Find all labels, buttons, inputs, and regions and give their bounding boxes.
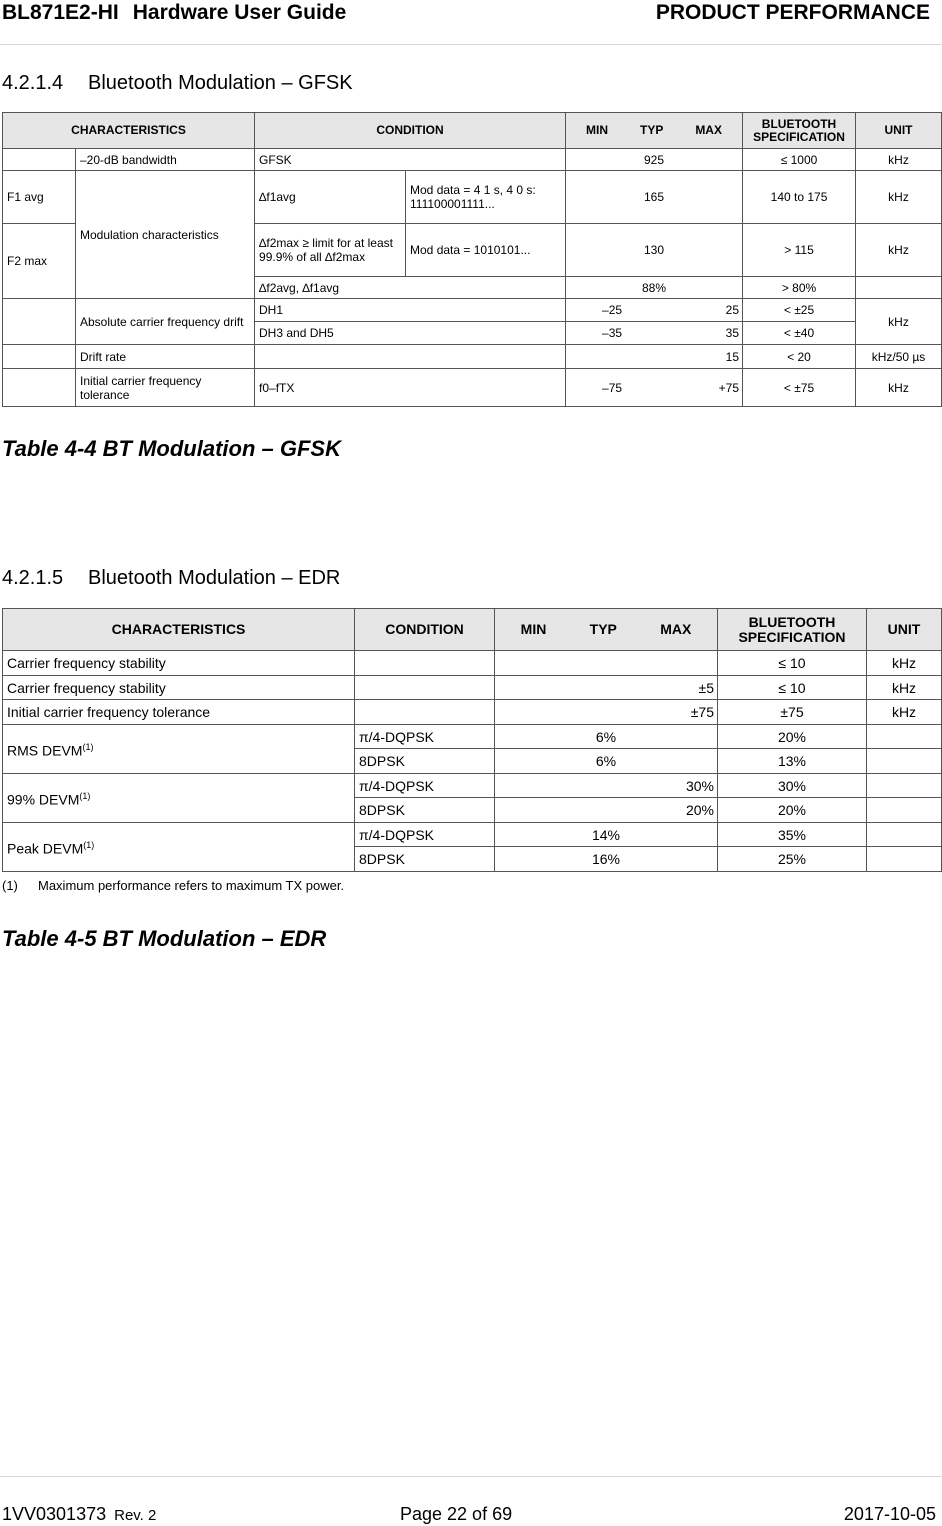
param-label: 99% DEVM [7, 791, 80, 808]
spec-cell: > 115 [743, 224, 856, 277]
spec-cell: > 80% [743, 277, 856, 299]
param-cell: Initial carrier frequency tolerance [3, 700, 355, 725]
table-footnote [2, 878, 344, 893]
section-heading-gfsk [2, 72, 353, 95]
value-cell [566, 149, 743, 171]
spec-cell: ≤ 10 [718, 676, 867, 700]
col-characteristics: CHARACTERISTICS [3, 113, 255, 149]
max-value: ±75 [690, 704, 714, 720]
condition-cell: GFSK [255, 149, 566, 171]
table-row [3, 725, 942, 749]
table-row [3, 774, 942, 798]
spec-cell: 140 to 175 [743, 171, 856, 224]
footnote-ref: (1) [79, 791, 91, 802]
col-condition: CONDITION [355, 609, 495, 651]
value-cell [495, 676, 718, 700]
col-max: MAX [695, 123, 722, 137]
col-min: MIN [586, 123, 608, 137]
col-spec: BLUETOOTH SPECIFICATION [718, 609, 867, 651]
unit-cell: kHz [867, 651, 942, 676]
unit-cell: kHz/50 µs [856, 345, 942, 369]
spec-cell: 13% [718, 749, 867, 774]
col-unit: UNIT [867, 609, 942, 651]
unit-cell: kHz [856, 369, 942, 407]
table-header-row [3, 113, 942, 149]
footer-date: 2017-10-05 [843, 1504, 936, 1524]
condition-cell: ∆f2avg, ∆f1avg [255, 277, 566, 299]
param-cell: Carrier frequency stability [3, 651, 355, 676]
typ-value: 130 [644, 243, 665, 257]
value-cell [566, 171, 743, 224]
doc-id: BL871E2-HI [2, 1, 119, 24]
table-caption-gfsk: Table 4-4 BT Modulation – GFSK [2, 436, 341, 461]
table-row [3, 345, 942, 369]
condition-cell: DH3 and DH5 [255, 322, 566, 345]
spec-cell: 30% [718, 774, 867, 798]
spec-cell: < 20 [743, 345, 856, 369]
table-row [3, 700, 942, 725]
condition-cell: π/4-DQPSK [355, 823, 495, 847]
col-min-typ-max [566, 113, 743, 149]
condition-cell: ∆f1avg [255, 171, 406, 224]
unit-cell: kHz [856, 299, 942, 345]
section-title-text: Bluetooth Modulation – EDR [88, 567, 341, 589]
table-row [3, 651, 942, 676]
typ-value: 16% [591, 851, 621, 867]
min-value: –75 [602, 380, 623, 395]
value-cell [495, 749, 718, 774]
table-row [3, 149, 942, 171]
unit-cell: kHz [867, 676, 942, 700]
col-unit: UNIT [856, 113, 942, 149]
condition-cell: 8DPSK [355, 847, 495, 872]
param-cell: –20-dB bandwidth [76, 149, 255, 171]
condition-cell: π/4-DQPSK [355, 774, 495, 798]
page-number: Page 22 of 69 [400, 1504, 513, 1524]
value-cell [566, 345, 743, 369]
param-label: RMS DEVM [7, 742, 83, 759]
unit-cell: kHz [856, 224, 942, 277]
section-number: 4.2.1.5 [2, 567, 64, 589]
param-cell [3, 774, 355, 823]
value-cell [495, 823, 718, 847]
param-cell: Initial carrier frequency tolerance [76, 369, 255, 407]
param-cell [3, 725, 355, 774]
footnote-ref: (1) [83, 840, 95, 851]
condition-cell: 8DPSK [355, 749, 495, 774]
typ-value: 88% [642, 280, 667, 295]
value-cell [566, 299, 743, 322]
param-label: Peak DEVM [7, 840, 84, 857]
col-spec: BLUETOOTH SPECIFICATION [743, 113, 856, 149]
typ-value: 6% [595, 753, 617, 769]
header-divider [0, 44, 942, 45]
mod-data-cell: Mod data = 1010101... [406, 224, 566, 277]
value-cell [495, 725, 718, 749]
table-row [3, 823, 942, 847]
value-cell [566, 322, 743, 345]
max-value: 25 [725, 303, 740, 317]
col-min: MIN [520, 621, 547, 637]
section-number: 4.2.1.4 [2, 72, 64, 94]
spec-cell: ≤ 1000 [743, 149, 856, 171]
section-title-text: Bluetooth Modulation – GFSK [88, 72, 353, 94]
section-heading-edr [2, 567, 340, 590]
revision: Rev. 2 [114, 1507, 157, 1524]
param-label-cell: F1 avg [3, 171, 76, 224]
unit-cell: kHz [867, 700, 942, 725]
table-header-row [3, 609, 942, 651]
table-row [3, 299, 942, 322]
value-cell [566, 277, 743, 299]
value-cell [495, 774, 718, 798]
max-value: 30% [685, 777, 714, 794]
footnote-marker: (1) [2, 878, 18, 893]
footer-divider [0, 1476, 942, 1477]
spec-cell: 25% [718, 847, 867, 872]
max-value: 20% [685, 802, 714, 818]
typ-value: 925 [644, 152, 665, 167]
doc-number: 1VV0301373 [2, 1504, 107, 1524]
table-row [3, 369, 942, 407]
min-value: –25 [602, 303, 623, 317]
header-left [2, 1, 346, 25]
modulation-characteristics-cell: Modulation characteristics [76, 171, 255, 299]
edr-table [2, 608, 942, 872]
unit-cell: kHz [856, 171, 942, 224]
table-caption-edr: Table 4-5 BT Modulation – EDR [2, 926, 327, 951]
col-typ: TYP [589, 621, 617, 637]
max-value: 15 [725, 349, 740, 364]
col-characteristics: CHARACTERISTICS [3, 609, 355, 651]
spec-cell: < ±75 [743, 369, 856, 407]
param-cell: Drift rate [76, 345, 255, 369]
mod-data-cell: Mod data = 4 1 s, 4 0 s: 111100001111... [406, 171, 566, 224]
footnote-ref: (1) [82, 742, 94, 753]
table-row [3, 171, 942, 224]
spec-cell: < ±40 [743, 322, 856, 345]
typ-value: 6% [595, 728, 617, 745]
param-cell [3, 823, 355, 872]
param-label-cell: F2 max [3, 224, 76, 299]
section-title: PRODUCT PERFORMANCE [655, 1, 930, 24]
param-cell: Absolute carrier frequency drift [76, 299, 255, 345]
value-cell [495, 847, 718, 872]
condition-cell: ∆f2max ≥ limit for at least 99.9% of all ∆f2max [255, 224, 406, 277]
page-footer [0, 1504, 942, 1526]
spec-cell: 20% [718, 798, 867, 823]
condition-cell: 8DPSK [355, 798, 495, 823]
typ-value: 165 [644, 190, 665, 204]
min-value: –35 [602, 326, 623, 340]
value-cell [566, 224, 743, 277]
col-min-typ-max [495, 609, 718, 651]
spec-cell: 20% [718, 725, 867, 749]
spec-cell: < ±25 [743, 299, 856, 322]
param-cell: Carrier frequency stability [3, 676, 355, 700]
condition-cell: π/4-DQPSK [355, 725, 495, 749]
value-cell [495, 798, 718, 823]
max-value: +75 [718, 380, 740, 395]
value-cell [495, 700, 718, 725]
max-value: ±5 [698, 679, 714, 696]
table-row [3, 676, 942, 700]
doc-title: Hardware User Guide [132, 1, 347, 24]
col-condition: CONDITION [255, 113, 566, 149]
footer-doc-number [2, 1504, 156, 1525]
condition-cell: f0–fTX [255, 369, 566, 407]
spec-cell: 35% [718, 823, 867, 847]
footnote-text: Maximum performance refers to maximum TX power. [38, 878, 345, 893]
page-header [0, 0, 942, 28]
value-cell [566, 369, 743, 407]
col-typ: TYP [639, 123, 664, 137]
col-max: MAX [660, 621, 692, 637]
spec-cell: ±75 [718, 700, 867, 725]
unit-cell: kHz [856, 149, 942, 171]
condition-cell: DH1 [255, 299, 566, 322]
spec-cell: ≤ 10 [718, 651, 867, 676]
max-value: 35 [725, 326, 740, 340]
typ-value: 14% [591, 826, 621, 843]
gfsk-table [2, 112, 942, 407]
